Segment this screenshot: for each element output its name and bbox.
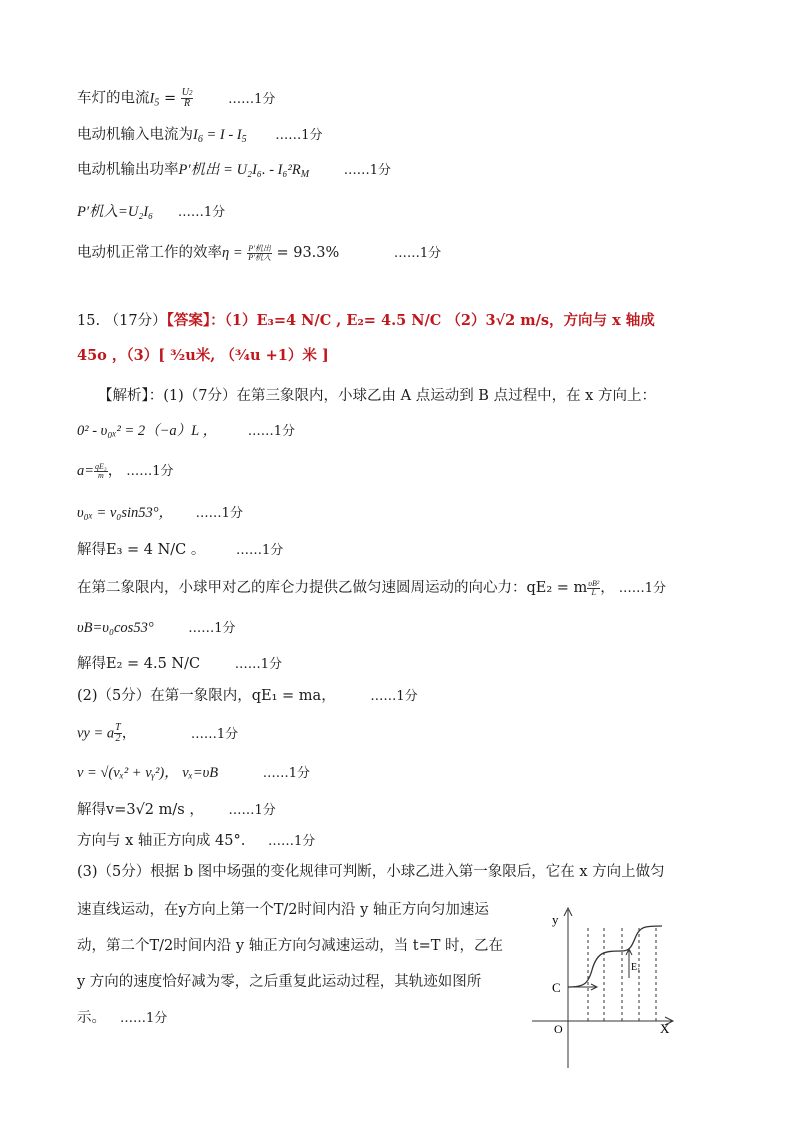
fraction (587, 580, 600, 597)
tail: ， (121, 725, 137, 742)
fraction (114, 723, 122, 744)
q15-answer: 【答案】：（1）E₃=4 N/C , E₂= 4.5 N/C （2）3√2 m/s，方向与 x 轴成 (166, 312, 655, 329)
analysis-head (98, 386, 656, 406)
eq: a= (77, 463, 95, 479)
rest-sub: 5 (241, 134, 247, 145)
eq: υ₀ₓ = v₀sin53°， (77, 505, 174, 521)
origin-label: O (554, 1022, 563, 1036)
text: 电动机输出功率 (77, 162, 179, 178)
eq-10 (77, 763, 310, 784)
line-motor-efficiency (77, 243, 441, 264)
fraction (181, 88, 194, 109)
q15-answer-line2 (77, 346, 329, 366)
den: P′机入 (248, 252, 271, 262)
trajectory-figure (522, 900, 692, 1075)
score: ……1分 (618, 581, 667, 596)
score: ……1分 (228, 803, 276, 818)
tail: ， (107, 463, 123, 479)
value: = 93.3% (276, 245, 340, 261)
eq: v = √(vₓ² + vᵧ²)， vₓ=υB (77, 765, 219, 781)
c-label: C (552, 980, 561, 995)
eq-8 (77, 686, 418, 707)
ns: 2 (188, 89, 193, 97)
score: ……1分 (190, 726, 239, 742)
num: T (115, 722, 121, 733)
score: ……1分 (262, 766, 311, 781)
rest: = I - I (202, 127, 242, 143)
score: ……1分 (343, 163, 391, 178)
tail: ， (600, 580, 615, 596)
eq: 方向与 x 轴正方向成 45°. (77, 833, 246, 849)
eq-7 (77, 654, 282, 675)
eq: 在第二象限内，小球甲对乙的库仑力提供乙做匀速圆周运动的向心力：qE₂ = m (77, 580, 588, 596)
q15-answer-cont: 45o ，（3）[ ³⁄₂u米, （³⁄₄u +1）米 ] (77, 347, 329, 364)
num: υB² (588, 578, 600, 588)
line-motor-input-current (77, 125, 323, 150)
trajectory-curve (568, 926, 662, 987)
line-lamp-current: 车灯的电流$I_5$ = $\frac{U2}{R}$ ……1分 (77, 87, 276, 109)
den: m (97, 470, 104, 480)
eq: 解得v=3√2 m/s ， (77, 802, 204, 818)
line-motor-output-power (77, 160, 391, 185)
eq-5 (77, 578, 666, 599)
num: qE₃ (95, 461, 107, 471)
sub: 6 (197, 134, 203, 145)
eq: P′机入=U₂I₆ (77, 204, 154, 220)
analysis-text: 【解析】：(1)（7分）在第三象限内，小球乙由 A 点运动到 B 点过程中，在 x 方向上： (98, 388, 656, 404)
eq: (2)（5分）在第一象限内，qE₁ = ma， (77, 688, 336, 704)
eq: P′机出 = U₂I₆. - I₆²R (178, 162, 301, 178)
score: ……1分 (228, 91, 276, 107)
e-label: E₁ (631, 962, 641, 973)
n: U (181, 87, 189, 98)
eta: η = (222, 245, 243, 261)
eq-1 (77, 421, 295, 442)
eq: I (149, 90, 155, 107)
score: ……1分 (120, 1011, 168, 1026)
line-motor-input-power (77, 202, 225, 223)
den: R (184, 98, 191, 109)
score: ……1分 (195, 506, 243, 521)
score: ……1分 (234, 657, 282, 672)
paragraph-trajectory (77, 892, 507, 1037)
eq: 0² - υ₀ₓ² = 2（−a）L ， (77, 423, 218, 439)
dashed-guides (588, 925, 656, 1021)
score: ……1分 (126, 464, 174, 479)
score: ……1分 (267, 834, 316, 849)
num: P′机出 (248, 243, 271, 253)
text: 电动机输入电流为 (77, 127, 193, 143)
eq-3 (77, 503, 243, 524)
paragraph-text: 速直线运动，在y方向上第一个T/2时间内沿 y 轴正方向匀加速运动，第二个T/2时间内沿 y 轴正方向匀减速运动，当 t=T 时，乙在 y 方向的速度恰好减为零，之后重复此运动过程，其轨迹如图所示。 (77, 902, 504, 1026)
score: ……1分 (188, 621, 236, 636)
eq-9 (77, 723, 238, 745)
eq: υB=υ₀cos53° (77, 620, 154, 636)
text: 车灯的电流 (77, 90, 150, 107)
score: ……1分 (247, 424, 295, 439)
eq: 解得E₂ = 4.5 N/C (77, 656, 201, 672)
eq-2 (77, 461, 174, 482)
y-label: y (552, 912, 559, 927)
score: ……1分 (275, 128, 323, 143)
sub: M (300, 169, 310, 180)
eq-6 (77, 618, 236, 639)
q15-answer-line1 (77, 311, 655, 331)
eq: (3)（5分）根据 b 图中场强的变化规律可判断，小球乙进入第一象限后，它在 x 方向上做匀 (77, 864, 665, 880)
eq-11 (77, 800, 276, 821)
eq-12 (77, 831, 315, 852)
den: L (591, 587, 596, 597)
score: ……1分 (236, 543, 284, 558)
eq: I (193, 127, 198, 143)
fraction (247, 245, 272, 262)
eq: 解得E₃ = 4 N/C 。 (77, 542, 206, 558)
q15-number: 15. （17分） (77, 313, 167, 329)
score: ……1分 (393, 246, 442, 261)
eq-4 (77, 540, 283, 561)
den: 2 (115, 733, 121, 744)
score: ……1分 (177, 205, 226, 220)
text: 电动机正常工作的效率 (77, 245, 222, 261)
sub: 5 (154, 97, 160, 109)
fraction (94, 463, 108, 480)
eq: vy = a (77, 725, 115, 742)
x-label: X (660, 1021, 670, 1036)
eq-13 (77, 862, 665, 882)
score: ……1分 (370, 689, 418, 704)
